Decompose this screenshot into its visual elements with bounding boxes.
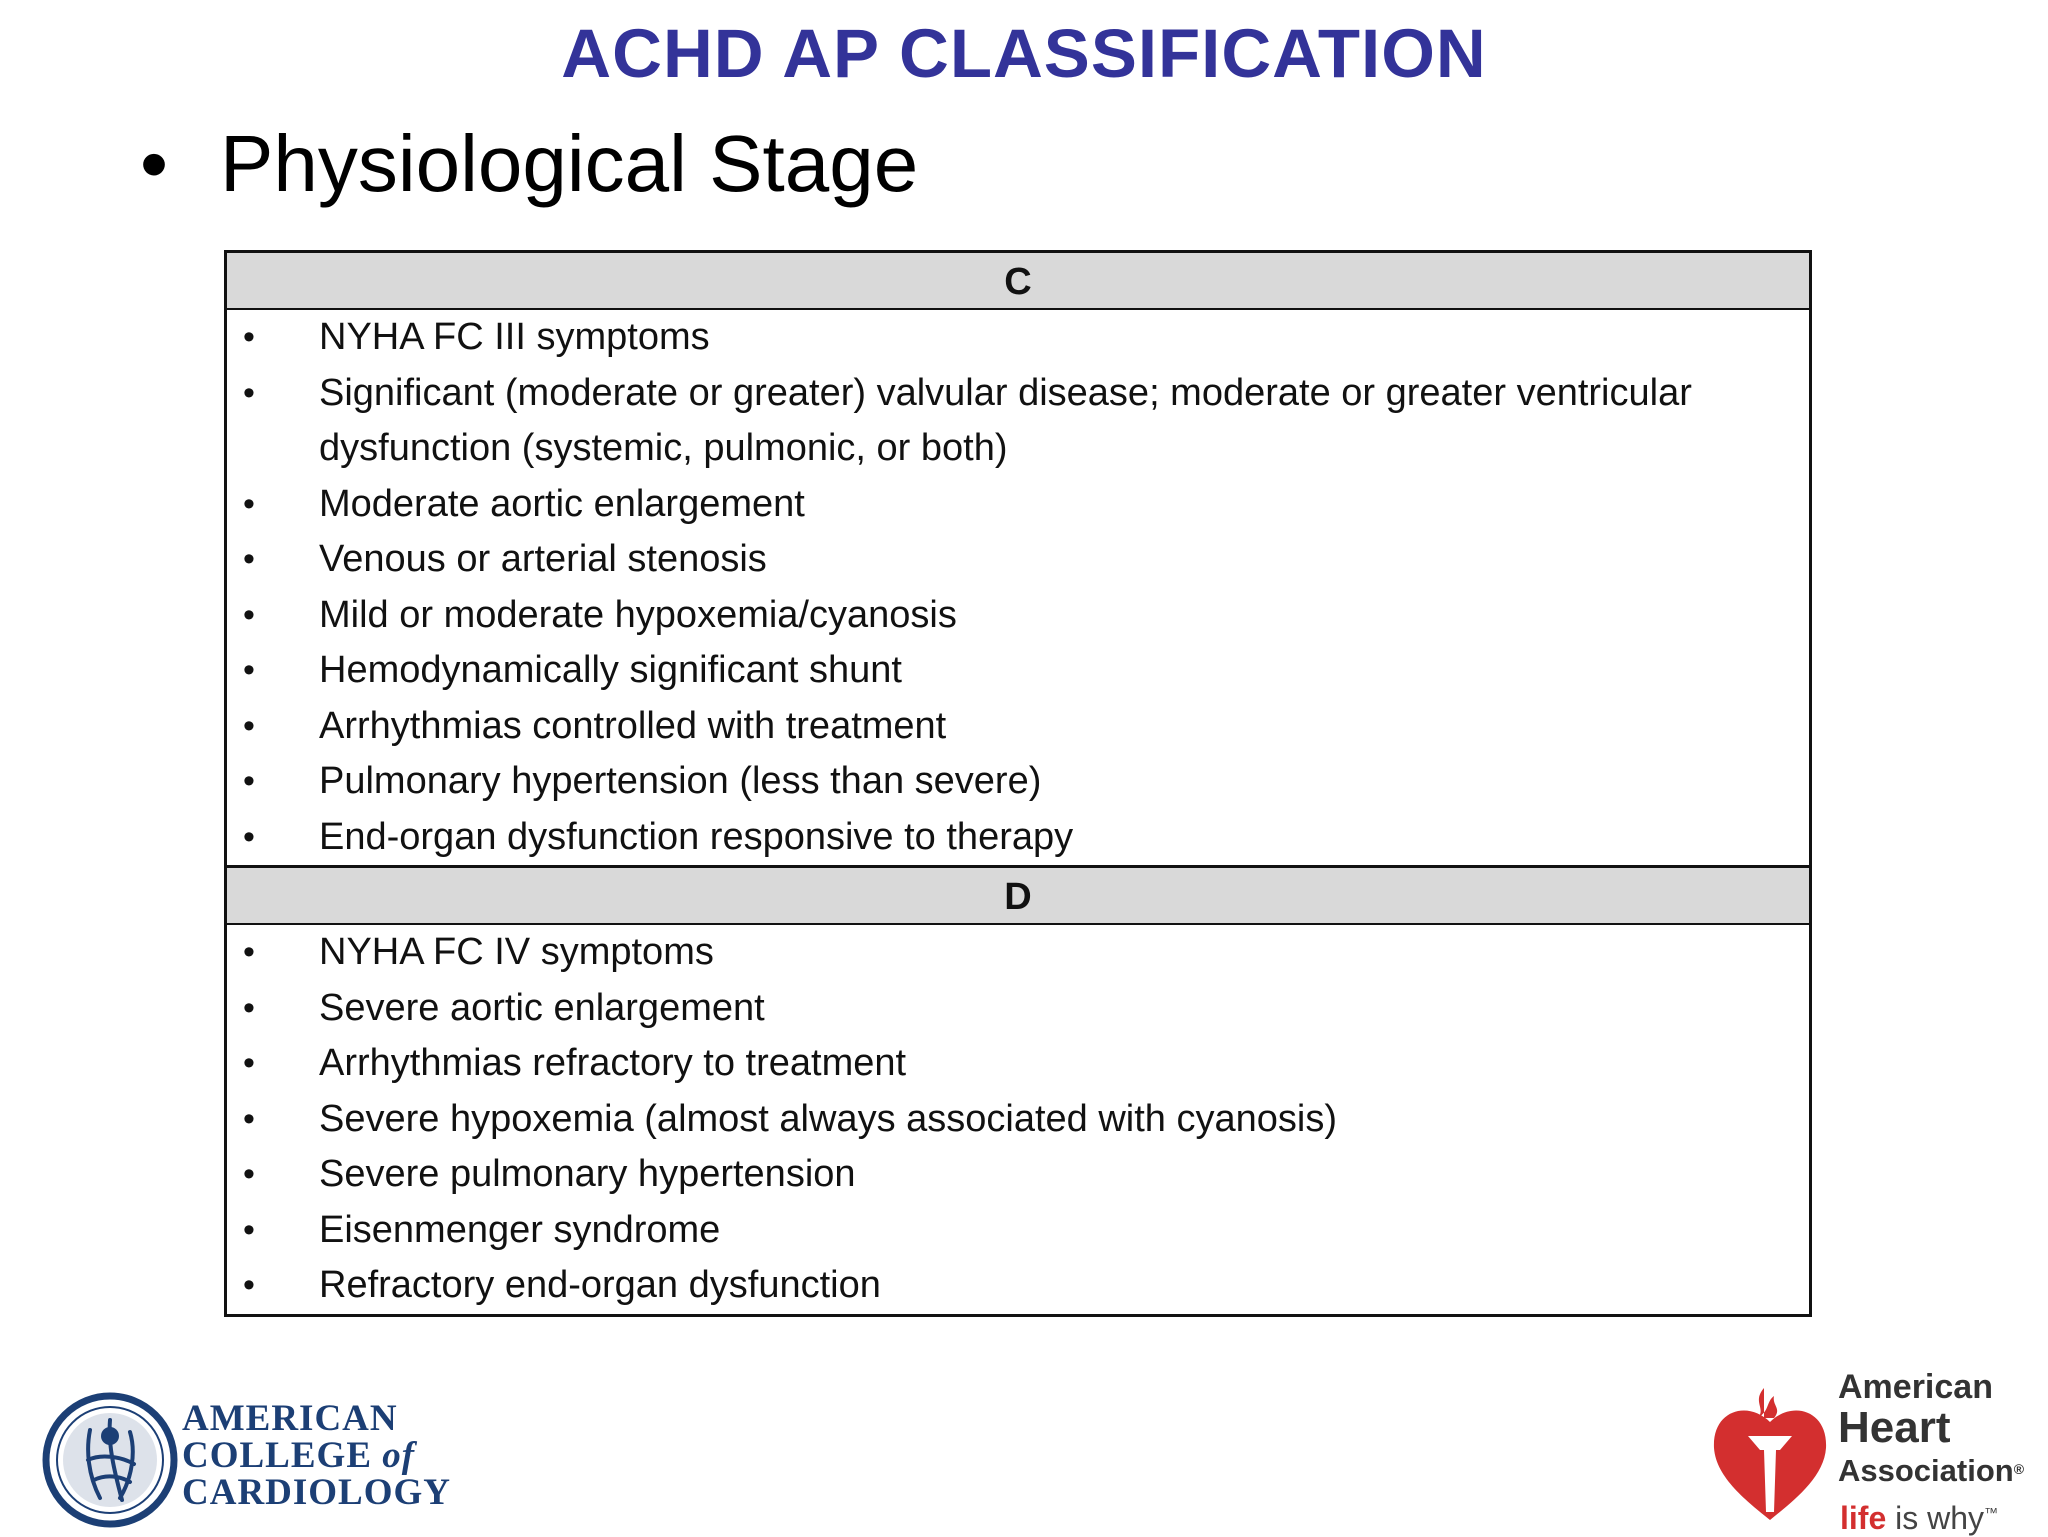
section-heading — [140, 118, 918, 210]
bullet-icon: • — [243, 762, 255, 800]
acc-line-2 — [182, 1437, 451, 1474]
list-item-text: Hemodynamically significant shunt — [319, 649, 902, 691]
list-item — [227, 1258, 1809, 1314]
acc-of: of — [382, 1435, 416, 1476]
list-item — [227, 1036, 1809, 1092]
list-item — [227, 1203, 1809, 1259]
list-item — [227, 1147, 1809, 1203]
bullet-icon: • — [243, 1044, 255, 1082]
aha-tagline-rest: is why — [1886, 1500, 1985, 1536]
list-item-text: Arrhythmias controlled with treatment — [319, 704, 947, 747]
stage-table — [224, 250, 1812, 1317]
aha-registered: ® — [2013, 1461, 2025, 1477]
list-item — [227, 477, 1809, 533]
bullet-icon: • — [243, 595, 255, 634]
list-item-text: Moderate aortic enlargement — [319, 482, 805, 525]
list-item — [227, 1092, 1809, 1148]
bullet-icon: • — [243, 1266, 255, 1304]
list-item — [227, 754, 1809, 810]
acc-logo-text — [182, 1400, 451, 1511]
stage-d-header: D — [227, 865, 1809, 925]
list-item-text: Severe hypoxemia (almost always associated with cyanosis) — [319, 1097, 1337, 1140]
bullet-icon: • — [243, 318, 255, 356]
heading-bullet: • — [140, 119, 169, 208]
stage-c-header: C — [227, 253, 1809, 310]
list-item-text: Venous or arterial stenosis — [319, 538, 767, 580]
bullet-icon: • — [243, 988, 255, 1027]
aha-line-3 — [1838, 1450, 2024, 1490]
list-item-text: Severe pulmonary hypertension — [319, 1153, 856, 1195]
slide-title: ACHD AP CLASSIFICATION — [561, 15, 1487, 92]
list-item — [227, 310, 1809, 366]
bullet-icon: • — [243, 706, 255, 745]
aha-tagline — [1840, 1500, 1998, 1537]
bullet-icon: • — [243, 540, 255, 578]
bullet-icon: • — [243, 373, 255, 412]
list-item — [227, 699, 1809, 755]
bullet-icon: • — [243, 484, 255, 523]
aha-line-2: Heart — [1838, 1403, 1951, 1452]
list-item — [227, 810, 1809, 866]
aha-tagline-life: life — [1840, 1500, 1887, 1536]
aha-tagline-mark: ™ — [1984, 1504, 1999, 1521]
list-item-text: Significant (moderate or greater) valvular disease; moderate or greater ventricular dysfunction (systemic, pulmonic, or both) — [319, 371, 1692, 469]
list-item-text: End-organ dysfunction responsive to therapy — [319, 815, 1074, 858]
list-item — [227, 532, 1809, 588]
acc-line-1: AMERICAN — [182, 1398, 398, 1439]
list-item — [227, 925, 1809, 981]
bullet-icon: • — [243, 651, 255, 689]
acc-line-3: CARDIOLOGY — [182, 1472, 452, 1513]
stage-d-list — [227, 925, 1809, 1314]
list-item-text: Mild or moderate hypoxemia/cyanosis — [319, 593, 957, 636]
aha-line-1: American — [1838, 1368, 1993, 1406]
list-item — [227, 366, 1809, 477]
list-item-text: NYHA FC III symptoms — [319, 316, 710, 358]
bullet-icon: • — [243, 1099, 255, 1138]
list-item-text: NYHA FC IV symptoms — [319, 931, 714, 973]
bullet-icon: • — [243, 1210, 255, 1249]
bullet-icon: • — [243, 817, 255, 856]
aha-logo-text — [1838, 1368, 2024, 1490]
list-item — [227, 643, 1809, 699]
acc-college: COLLEGE — [182, 1435, 383, 1476]
heading-text: Physiological Stage — [220, 119, 919, 208]
list-item-text: Severe aortic enlargement — [319, 986, 765, 1029]
list-item-text: Pulmonary hypertension (less than severe) — [319, 760, 1042, 802]
list-item-text: Arrhythmias refractory to treatment — [319, 1042, 907, 1084]
list-item — [227, 588, 1809, 644]
bullet-icon: • — [243, 1155, 255, 1193]
list-item — [227, 981, 1809, 1037]
bullet-icon: • — [243, 933, 255, 971]
list-item-text: Eisenmenger syndrome — [319, 1208, 721, 1251]
stage-c-list — [227, 310, 1809, 865]
aha-association: Association — [1838, 1453, 2014, 1488]
list-item-text: Refractory end-organ dysfunction — [319, 1264, 881, 1306]
